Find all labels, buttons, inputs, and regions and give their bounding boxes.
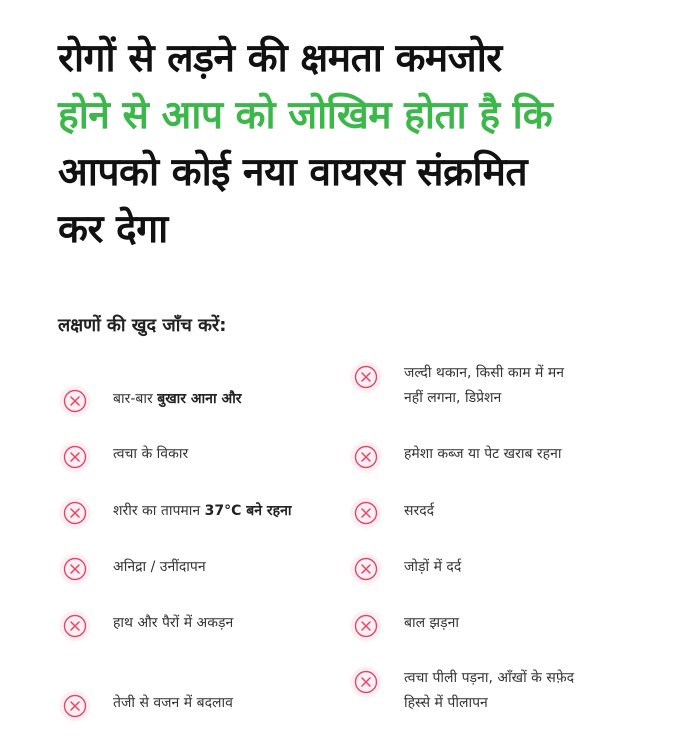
symptom-text-bold: 37°C बने रहना [204,503,292,519]
headline-line-4: कर देगा [58,207,168,252]
close-x-icon [352,499,380,527]
headline-line-1: रोगों से लड़ने की क्षमता कमजोर [58,36,502,81]
symptom-text: बाल झड़ना [404,615,460,631]
close-x-icon [61,612,89,640]
close-x-icon [352,555,380,583]
close-x-icon [61,499,89,527]
close-x-icon [352,668,380,696]
close-x-icon [352,363,380,391]
close-x-icon [352,612,380,640]
close-x-icon [61,692,89,720]
headline-line-3: आपको कोई नया वायरस संक्रमित [58,150,528,195]
close-x-icon [352,443,380,471]
close-x-icon [61,555,89,583]
symptom-text: त्वचा पीली पड़ना, आँखों के सफ़ेद हिस्से में पीलापन [404,670,575,711]
symptom-text: हाथ और पैरों में अकड़न [113,615,234,631]
symptom-text-bold: बुखार आना और [157,391,242,407]
close-x-icon [61,443,89,471]
symptom-text: बार-बार बुखार आना और [113,391,242,407]
headline-line-2-green: होने से आप को जोखिम होता है कि [58,93,553,138]
symptom-text: शरीर का तापमान 37°C बने रहना [113,503,292,519]
symptom-text: हमेशा कब्ज या पेट खराब रहना [404,446,562,462]
symptom-text: जल्दी थकान, किसी काम में मन नहीं लगना, डिप्रेशन [404,365,565,406]
symptoms-checklist-heading: लक्षणों की खुद जाँच करें: [58,315,227,336]
close-x-icon [61,387,89,415]
symptom-text: तेजी से वजन में बदलाव [113,695,233,711]
symptom-text: सरदर्द [404,503,435,519]
symptom-text: अनिद्रा / उनींदापन [113,559,206,575]
symptom-text: जोड़ों में दर्द [404,559,462,575]
headline [58,30,698,258]
symptom-text: त्वचा के विकार [113,446,189,462]
